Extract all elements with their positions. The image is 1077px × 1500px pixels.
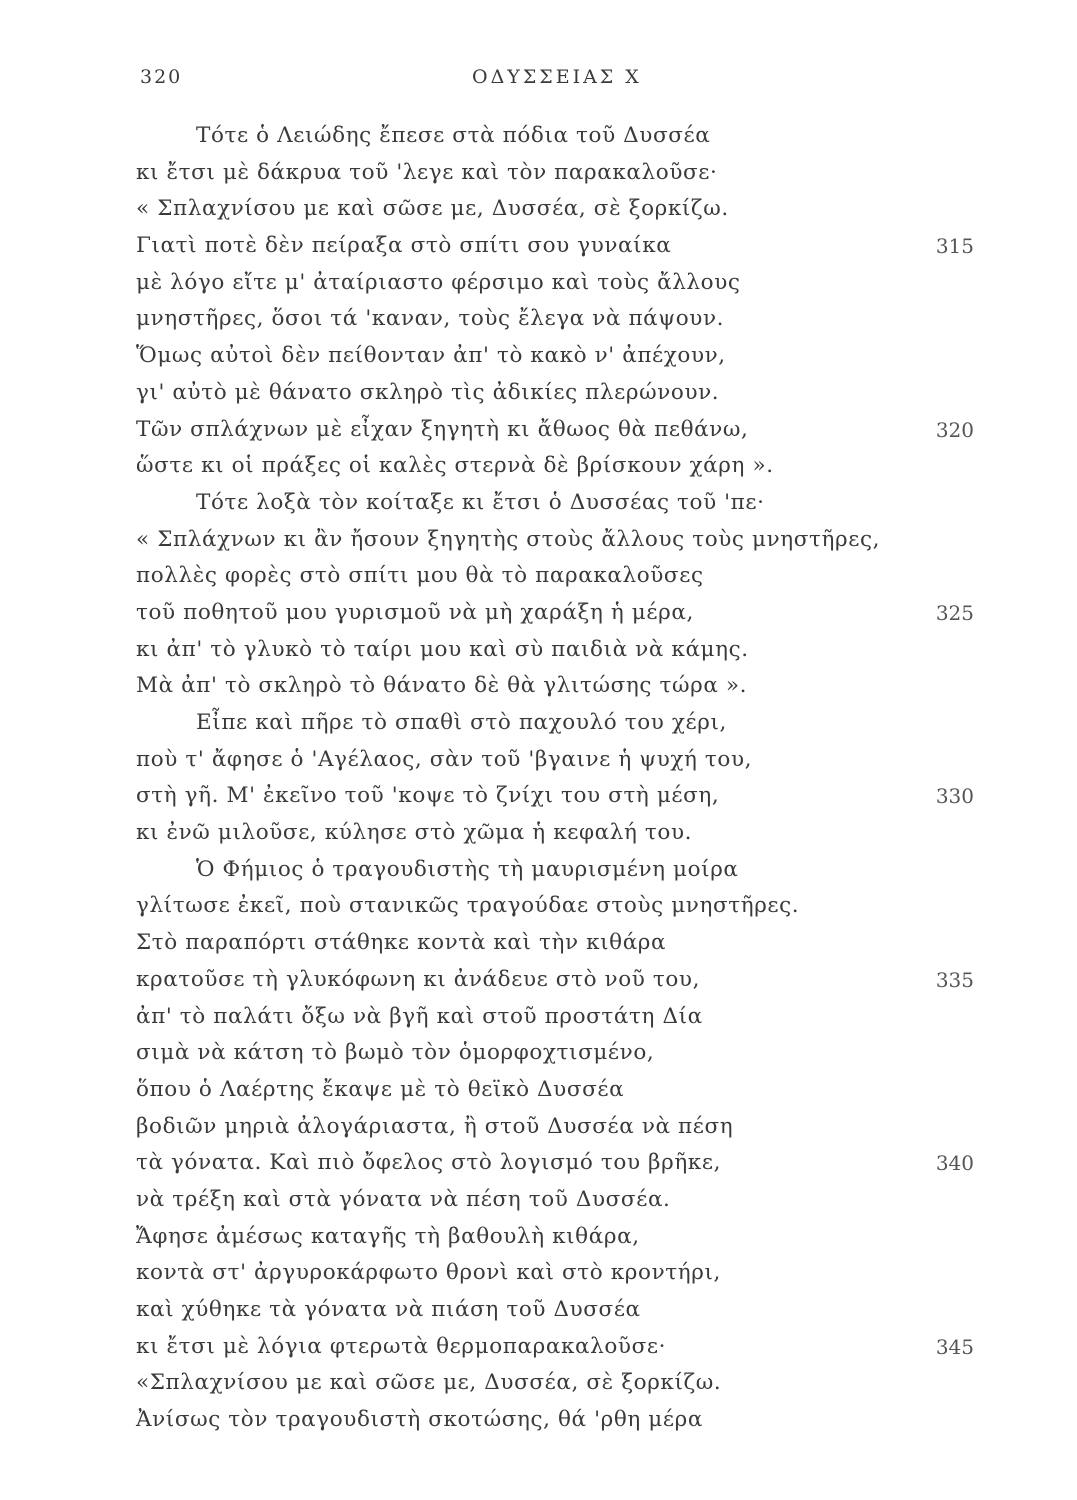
verse-line	[0, 778, 1077, 815]
verse-text: Γιατὶ ποτὲ δὲν πείραξα στὸ σπίτι σου γυναίκα	[136, 233, 672, 259]
verse-line	[0, 1109, 1077, 1146]
verse-line	[0, 448, 1077, 485]
verse-line	[0, 1255, 1077, 1292]
verse-line	[0, 301, 1077, 338]
verse-line	[0, 1365, 1077, 1402]
verse-block	[0, 118, 1077, 1439]
verse-text: καὶ χύθηκε τὰ γόνατα νὰ πιάση τοῦ Δυσσέα	[136, 1297, 641, 1322]
verse-text: πολλὲς φορὲς στὸ σπίτι μου θὰ τὸ παρακαλοῦσες	[136, 563, 704, 589]
verse-line	[0, 1292, 1077, 1329]
verse-line	[0, 1145, 1077, 1182]
verse-line	[0, 375, 1077, 412]
line-number: 335	[935, 967, 974, 992]
verse-text: μὲ λόγο εἴτε μ' ἀταίριαστο φέρσιμο καὶ τοὺς ἄλλους	[136, 269, 741, 295]
verse-line	[0, 925, 1077, 962]
verse-text: Μὰ ἀπ' τὸ σκληρὸ τὸ θάνατο δὲ θὰ γλιτώσης τώρα ».	[136, 673, 748, 699]
verse-line	[0, 265, 1077, 302]
verse-text: νὰ τρέξη καὶ στὰ γόνατα νὰ πέση τοῦ Δυσσέα.	[136, 1186, 671, 1212]
verse-text: μνηστῆρες, ὅσοι τά 'καναν, τοὺς ἔλεγα νὰ πάψουν.	[136, 306, 725, 332]
verse-text: γλίτωσε ἐκεῖ, ποὺ στανικῶς τραγούδαε στοὺς μνηστῆρες.	[136, 893, 800, 919]
verse-text: Εἶπε καὶ πῆρε τὸ σπαθὶ στὸ παχουλό του χέρι,	[196, 710, 727, 735]
verse-line	[0, 522, 1077, 559]
verse-text: βοδιῶν μηριὰ ἀλογάριαστα, ἢ στοῦ Δυσσέα νὰ πέση	[136, 1113, 734, 1139]
verse-line	[0, 632, 1077, 669]
verse-line	[0, 705, 1077, 742]
verse-text: ὥστε κι οἱ πράξες οἱ καλὲς στερνὰ δὲ βρίσκουν χάρη ».	[136, 453, 774, 479]
line-number: 315	[935, 234, 974, 259]
verse-line	[0, 668, 1077, 705]
verse-line	[0, 852, 1077, 889]
verse-line	[0, 815, 1077, 852]
verse-line	[0, 1182, 1077, 1219]
verse-text: κι ἐνῶ μιλοῦσε, κύλησε στὸ χῶμα ἡ κεφαλή του.	[136, 820, 693, 846]
verse-text: Ὁ Φήμιος ὁ τραγουδιστὴς τὴ μαυρισμένη μοίρα	[196, 856, 739, 882]
verse-text: τοῦ ποθητοῦ μου γυρισμοῦ νὰ μὴ χαράξη ἡ μέρα,	[136, 599, 694, 625]
page-header	[0, 66, 1077, 96]
verse-text: σιμὰ νὰ κάτση τὸ βωμὸ τὸν ὁμορφοχτισμένο,	[136, 1040, 655, 1066]
verse-text: «Σπλαχνίσου με καὶ σῶσε με, Δυσσέα, σὲ ξορκίζω.	[136, 1370, 722, 1396]
verse-line	[0, 1329, 1077, 1366]
verse-text: κοντὰ στ' ἀργυροκάρφωτο θρονὶ καὶ στὸ κροντήρι,	[136, 1260, 721, 1286]
verse-text: Ἄφησε ἀμέσως καταγῆς τὴ βαθουλὴ κιθάρα,	[136, 1223, 640, 1249]
line-number: 325	[935, 600, 974, 625]
verse-text: « Σπλαχνίσου με καὶ σῶσε με, Δυσσέα, σὲ ξορκίζω.	[136, 196, 729, 222]
verse-text: κι ἔτσι μὲ λόγια φτερωτὰ θερμοπαρακαλοῦσε·	[136, 1333, 667, 1359]
verse-line	[0, 888, 1077, 925]
verse-text: στὴ γῆ. Μ' ἐκεῖνο τοῦ 'κοψε τὸ ζνίχι του στὴ μέση,	[136, 783, 720, 809]
verse-line	[0, 191, 1077, 228]
verse-text: ποὺ τ' ἄφησε ὁ 'Αγέλαος, σὰν τοῦ 'βγαινε ἡ ψυχή του,	[136, 746, 753, 772]
verse-line	[0, 228, 1077, 265]
verse-line	[0, 999, 1077, 1036]
line-number: 340	[935, 1151, 974, 1176]
verse-line	[0, 962, 1077, 999]
verse-text: κι ἔτσι μὲ δάκρυα τοῦ 'λεγε καὶ τὸν παρακαλοῦσε·	[136, 159, 718, 185]
verse-text: τὰ γόνατα. Καὶ πιὸ ὄφελος στὸ λογισμό του βρῆκε,	[136, 1150, 722, 1176]
verse-text: Τότε λοξὰ τὸν κοίταξε κι ἔτσι ὁ Δυσσέας τοῦ 'πε·	[196, 489, 765, 515]
line-number: 330	[935, 784, 974, 809]
verse-line	[0, 338, 1077, 375]
verse-text: κι ἀπ' τὸ γλυκὸ τὸ ταίρι μου καὶ σὺ παιδιὰ νὰ κάμης.	[136, 636, 749, 662]
verse-text: Τῶν σπλάχνων μὲ εἶχαν ξηγητὴ κι ἄθωος θὰ πεθάνω,	[136, 416, 749, 442]
page-number: 320	[140, 66, 183, 88]
verse-line	[0, 558, 1077, 595]
running-title: ΟΔΥΣΣΕΙΑΣ Χ	[472, 66, 642, 88]
verse-line	[0, 1035, 1077, 1072]
verse-line	[0, 118, 1077, 155]
verse-text: Ἀνίσως τὸν τραγουδιστὴ σκοτώσης, θά 'ρθη μέρα	[136, 1407, 703, 1433]
verse-text: γι' αὐτὸ μὲ θάνατο σκληρὸ τὶς ἀδικίες πλερώνουν.	[136, 379, 720, 405]
verse-text: Στὸ παραπόρτι στάθηκε κοντὰ καὶ τὴν κιθάρα	[136, 930, 667, 956]
verse-line	[0, 1219, 1077, 1256]
verse-text: κρατοῦσε τὴ γλυκόφωνη κι ἀνάδευε στὸ νοῦ του,	[136, 966, 701, 992]
verse-text: ἀπ' τὸ παλάτι ὄξω νὰ βγῆ καὶ στοῦ προστάτη Δία	[136, 1003, 703, 1029]
verse-line	[0, 485, 1077, 522]
verse-line	[0, 1072, 1077, 1109]
verse-text: Τότε ὁ Λειώδης ἔπεσε στὰ πόδια τοῦ Δυσσέα	[196, 123, 711, 148]
line-number: 320	[935, 417, 974, 442]
verse-line	[0, 1402, 1077, 1439]
verse-text: ὅπου ὁ Λαέρτης ἔκαψε μὲ τὸ θεϊκὸ Δυσσέα	[136, 1076, 625, 1102]
verse-text: Ὅμως αὐτοὶ δὲν πείθονταν ἀπ' τὸ κακὸ ν' ἀπέχουν,	[136, 343, 726, 369]
verse-line	[0, 412, 1077, 449]
verse-line	[0, 742, 1077, 779]
line-number: 345	[935, 1334, 974, 1359]
verse-line	[0, 595, 1077, 632]
verse-line	[0, 155, 1077, 192]
verse-text: « Σπλάχνων κι ἂν ἤσουν ξηγητὴς στοὺς ἄλλους τοὺς μνηστῆρες,	[136, 526, 881, 552]
